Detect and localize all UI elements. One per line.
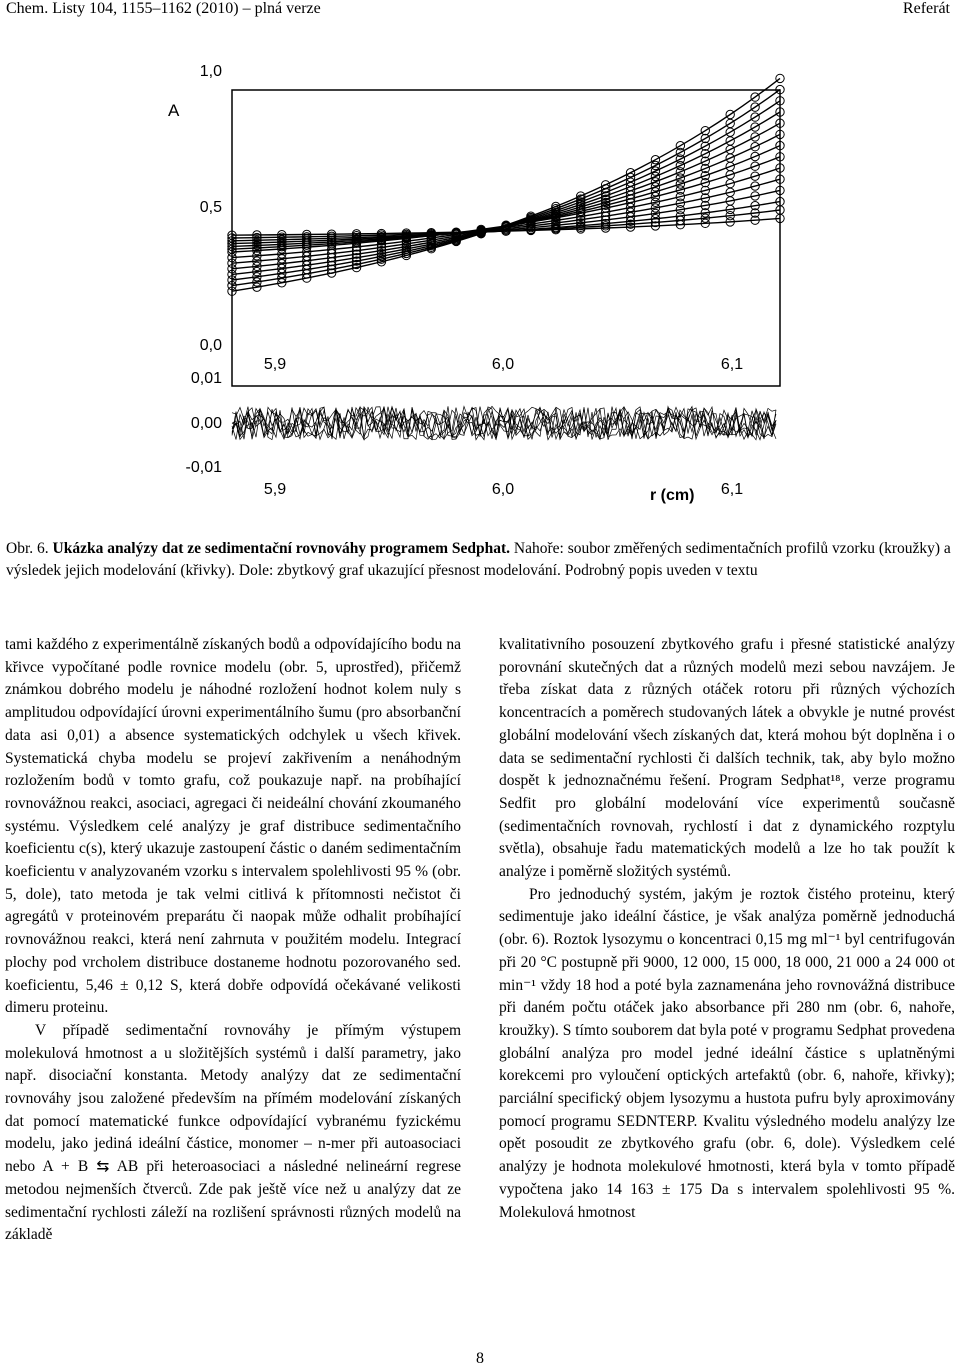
figure-caption xyxy=(6,538,956,582)
data-point xyxy=(776,74,784,82)
lower-xtick: 6,0 xyxy=(491,481,515,498)
page-number: 8 xyxy=(476,1350,484,1367)
fit-curve xyxy=(232,134,780,263)
upper-plot-frame xyxy=(232,90,780,386)
header-journal: Chem. Listy 104, 1155–1162 (2010) – plná verze xyxy=(6,0,321,17)
upper-ytick: 0,5 xyxy=(199,199,222,216)
upper-xtick: 6,1 xyxy=(720,356,744,373)
lower-xtick: 6,1 xyxy=(720,481,744,498)
paragraph: kvalitativního posouzení zbytkového grafu i přesné statistické analýzy porovnání skutečných dat a různých modelů mezi sebou navzájem. Je třeba získat data z různých otáček rotoru při různých výchozích koncentracích a poměrech studovaných látek a obvykle je nutné provést globální modelování všech získaných dat, která mohou být doplněna i o data se sedimentační rychlosti či dalších technik, tak, aby bylo možno dospět k jednoznačnému řešení. Program Sedphat¹⁸, verze programu Sedfit pro globální modelování více experimentů současně (sedimentačních rovnovah, rychlostí i dat z dynamického rozptylu světla), obsahuje řadu matematických modelů a lze ho tak použít k analýze i poměrně složitých systémů. xyxy=(499,636,955,881)
lower-ytick: 0,00 xyxy=(190,415,222,432)
upper-xtick: 6,0 xyxy=(491,356,515,373)
upper-ytick: 0,0 xyxy=(199,337,222,354)
upper-ytick: 1,0 xyxy=(199,63,222,80)
lower-xtick: 5,9 xyxy=(263,481,287,498)
upper-xtick: 5,9 xyxy=(263,356,287,373)
paragraph: Pro jednoduchý systém, jakým je roztok čistého proteinu, který sedimentuje jako ideální částice, je však analýza poměrně jednoduchá (obr. 6). Roztok lysozymu o koncentraci 0,15 mg ml⁻¹ byl centrifugován při 20 °C postupně při 9000, 12 000, 15 000, 18 000, 21 000 a 24 000 ot min⁻¹ vždy 18 hod a poté byla zaznamenána jeho rovnovážná distribuce při daném počtu otáček jako absorbance při 280 nm (obr. 6, nahoře, kroužky). S tímto souborem dat byla poté v programu Sedphat provedena globální analýza pro model jedné ideální částice s uplatněnými korekcemi pro vyloučení optických artefaktů (obr. 6, nahoře, křivky); parciální specifický objem lysozymu a hustota pufru byly aproximovány pomocí programu SEDNTERP. Kvalitu výsledného modelu analýzy lze opět posoudit ze zbytkového grafu (obr. 6, dole). Výsledkem celé analýzy je hodnota molekulové hmotnosti, která byla v tomto případě vypočtena jako 14 163 ± 175 Da s intervalem spolehlivosti 95 %. Molekulová hmotnost xyxy=(499,885,955,1221)
x-axis-label: r (cm) xyxy=(650,487,695,504)
caption-text: Nahoře: soubor změřených sedimentačních profilů vzorku (kroužky) a výsledek jejich modelování (křivky). Dole: zbytkový graf ukazující přesnost modelování. Podrobný popis uveden v textu xyxy=(6,540,951,579)
fit-curve xyxy=(232,112,780,274)
header-section: Referát xyxy=(902,0,950,17)
text-column-right xyxy=(499,634,955,1224)
figure-6 xyxy=(0,40,960,560)
caption-bold: Ukázka analýzy dat ze sedimentační rovnováhy programem Sedphat. xyxy=(52,540,511,557)
text-column-left xyxy=(5,634,461,1247)
lower-ytick: -0,01 xyxy=(185,459,222,476)
paragraph: tami každého z experimentálně získaných bodů a odpovídajícího bodu na křivce vypočítané podle rovnice modelu (obr. 5, uprostřed), přičemž známkou dobrého modelu je náhodné rozložení hodnot kolem nuly s amplitudou odpovídající úrovni experimentálního šumu (pro absorbanční data asi 0,01) a absence systematických odchylek u všech křivek. Systematická chyba modelu se projeví zakřivením a nenáhodným rozložením bodů v tomto grafu, což poukazuje např. na probíhající rovnovážnou reakci, asociaci, agregaci či neideální chování zkoumaného systému. Výsledkem celé analýzy je graf distribuce sedimentačního koeficientu c(s), který ukazuje zastoupení částic o daném sedimentačním koeficientu v analyzovaném vzorku s intervalem spolehlivosti 95 % (obr. 5, dole), tato metoda je tak velmi citlivá k přítomnosti nečistot či agregátů v proteinovém preparátu či naopak může odhalit probíhající rovnovážnou reakci, která není zahrnuta v použitém modelu. Integrací plochy pod vrcholem distribuce dostaneme hodnotu pozorovaného sed. koeficientu, 5,46 ± 0,12 S, která dobře odpovídá očekávané velikosti dimeru proteinu. xyxy=(5,636,461,1017)
residual-series-group xyxy=(232,406,776,440)
upper-series-group xyxy=(228,74,784,295)
panel-label: A xyxy=(168,101,180,120)
fit-curve xyxy=(232,101,780,280)
paragraph: V případě sedimentační rovnováhy je přímým výstupem molekulová hmotnost a u složitějších systémů i další parametry, jako např. disociační konstanta. Metody analýzy dat ze sedimentační rovnováhy jsou založené především na přímém modelování získaných dat pomocí matematické funkce odpovídající vybranému fyzickému modelu, jako jediná ideální částice, monomer – n-mer při autoasociaci nebo A + B ⇆ AB při heteroasociaci a následné nelineární regrese metodou nejmenších čtverců. Zde pak ještě více než u analýzy dat ze sedimentační rychlosti záleží na rozlišení správnosti různých modelů na základě xyxy=(5,1021,461,1244)
caption-label: Obr. 6. xyxy=(6,540,49,557)
lower-ytick: 0,01 xyxy=(190,370,222,387)
